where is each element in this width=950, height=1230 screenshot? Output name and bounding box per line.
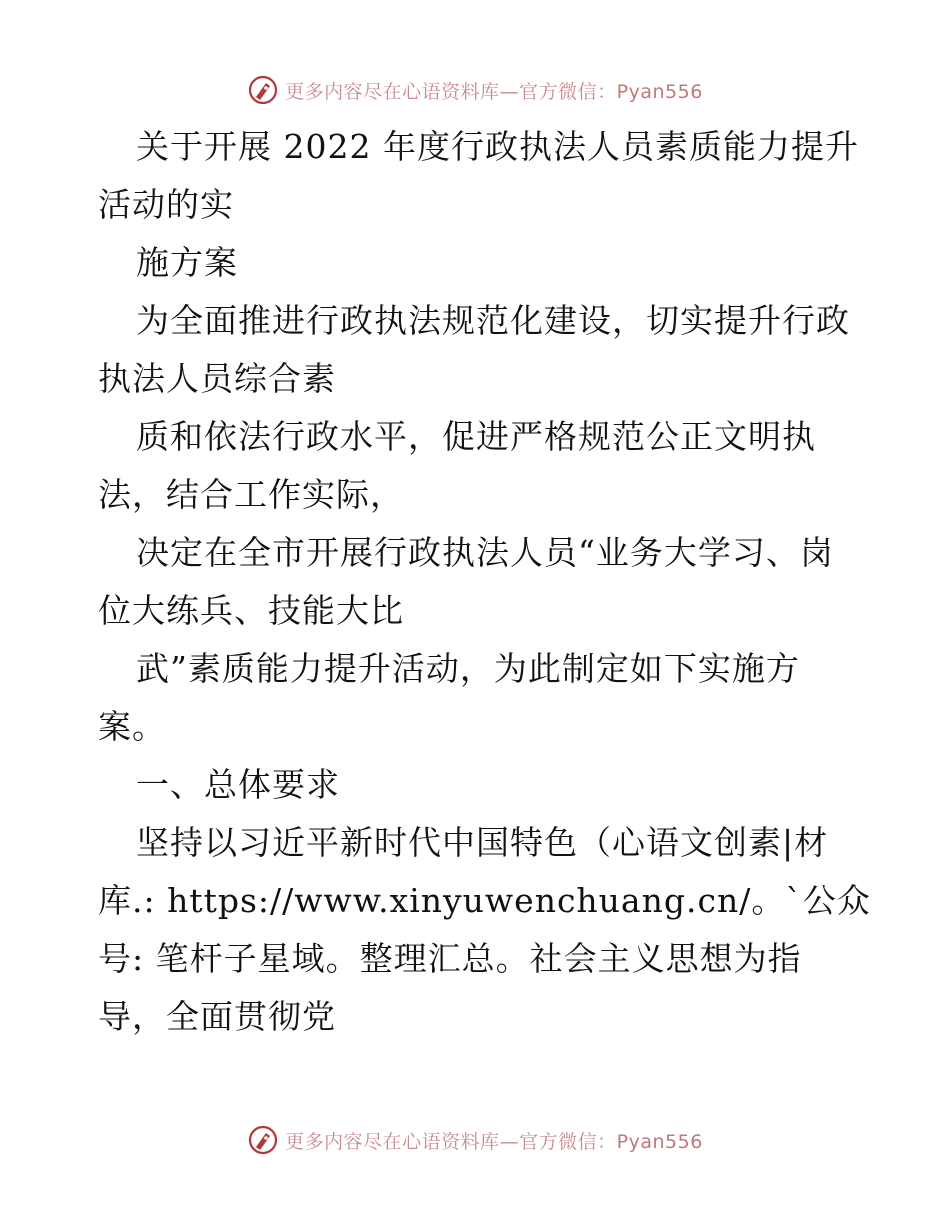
document-title-line-1: 关于开展 2022 年度行政执法人员素质能力提升: [136, 127, 859, 166]
paragraph-line: 导，全面贯彻党: [98, 997, 336, 1036]
header-watermark-banner: [0, 70, 950, 110]
paragraph-line: 案。: [98, 707, 166, 746]
paragraph-line: 为全面推进行政执法规范化建设，切实提升行政: [136, 301, 850, 340]
paragraph-line: 质和依法行政水平，促进严格规范公正文明执: [136, 417, 816, 456]
document-title-line-3: 施方案: [136, 243, 238, 282]
footer-watermark-banner: [0, 1120, 950, 1160]
paragraph-line: 决定在全市开展行政执法人员“业务大学习、岗: [136, 533, 834, 572]
watermark-text: 更多内容尽在心语资料库—官方微信：Pyan556: [285, 1130, 703, 1153]
watermark-text: 更多内容尽在心语资料库—官方微信：Pyan556: [285, 80, 703, 103]
paragraph-line: 法，结合工作实际，: [98, 475, 404, 514]
document-title-line-2: 活动的实: [98, 185, 234, 224]
paragraph-line: 号: 笔杆子星域。整理汇总。社会主义思想为指: [98, 939, 802, 978]
section-heading: 一、总体要求: [136, 765, 340, 804]
paragraph-line: 执法人员综合素: [98, 359, 336, 398]
paragraph-line: 武”素质能力提升活动，为此制定如下实施方: [136, 649, 800, 688]
paragraph-line: 位大练兵、技能大比: [98, 591, 404, 630]
paragraph-line: 坚持以习近平新时代中国特色（心语文创素|材: [136, 823, 829, 862]
paragraph-line: 库.: https://www.xinyuwenchuang.cn/。`公众: [98, 881, 871, 920]
pen-nib-logo-icon: [247, 1124, 279, 1156]
pen-nib-logo-icon: [247, 74, 279, 106]
document-body: [98, 118, 871, 1046]
